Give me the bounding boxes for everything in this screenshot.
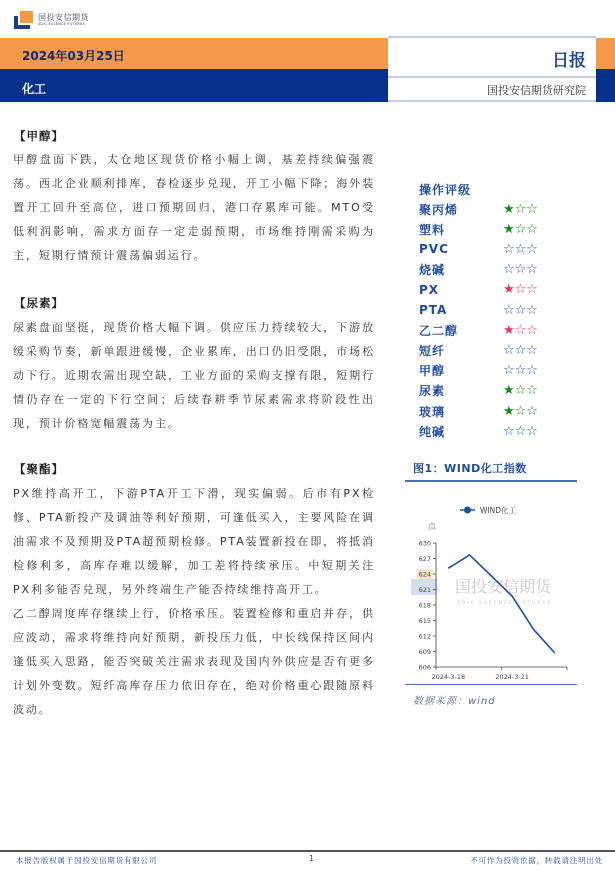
rating-label: 短纤: [419, 343, 446, 358]
section-title-urea: 【尿素】: [14, 296, 64, 310]
rating-row: [419, 340, 559, 360]
star-rating-icon: ★☆☆: [503, 201, 538, 217]
svg-text:624: 624: [418, 570, 431, 579]
report-title-box: [388, 36, 596, 110]
rating-row: [419, 239, 559, 259]
rating-label: 聚丙烯: [419, 202, 459, 217]
rating-label: 纯碱: [419, 424, 446, 439]
svg-text:609: 609: [418, 648, 431, 656]
rating-label: 尿素: [419, 384, 446, 399]
star-rating-icon: ☆☆☆: [503, 342, 538, 358]
section-body-methanol: 甲醇盘面下跌，太仓地区现货价格小幅上调，基差持续偏强震荡。西北企业顺利排库，春检逐步兑现，开工小幅下降；海外装置开工回升至高位，进口预期回归，港口存累库可能。MTO受低利润影响，需求方面存一定走弱预期，市场维持刚需采购为主，短期行情预计震荡偏弱运行。: [13, 153, 375, 262]
star-rating-icon: ☆☆☆: [503, 423, 538, 439]
svg-text:630: 630: [418, 539, 431, 548]
logo-text-cn: 国投安信期货: [38, 12, 89, 22]
rating-label: 乙二醇: [419, 323, 459, 338]
legend-marker-icon: [464, 507, 471, 514]
figure-title: 图1：WIND化工指数: [413, 462, 527, 475]
source-divider: [405, 684, 577, 685]
svg-text:2024-3-18: 2024-3-18: [431, 673, 466, 680]
rating-row: [419, 199, 559, 219]
star-rating-icon: ★☆☆: [503, 221, 538, 237]
logo-mark-icon: [14, 11, 34, 29]
star-rating-icon: ★☆☆: [503, 282, 538, 298]
data-source: 数据来源：wind: [413, 696, 496, 707]
rating-row: [419, 260, 559, 280]
section-body-urea: 尿素盘面坚挺，现货价格大幅下调。供应压力持续较大，下游放缓采购节奏，新单跟进缓慢，企业累库，出口仍旧受限，市场松动下行。近期农需出现空缺，工业方面的采购支撑有限，短期行情仍存在一定的下行空间；后续春耕季节尿素需求将阶段性出现，预计价格宽幅震荡为主。: [13, 321, 375, 430]
company-logo: [14, 9, 89, 31]
rating-label: PX: [419, 282, 440, 297]
rating-label: 塑料: [419, 222, 446, 237]
svg-text:606: 606: [418, 663, 431, 672]
star-rating-icon: ★☆☆: [503, 383, 538, 399]
section-title-polyester: 【聚酯】: [14, 462, 64, 476]
svg-text:2024-3-21: 2024-3-21: [495, 673, 530, 680]
footer-divider: [0, 850, 615, 852]
page-number: 1: [309, 854, 315, 863]
report-sector: 化工: [22, 82, 47, 96]
star-rating-icon: ★☆☆: [503, 322, 538, 338]
section-body-polyester-px-pta: PX维持高开工，下游PTA开工下滑，现实偏弱。后市有PX检修、PTA新投产及调油等利好预期，可逢低买入，主要风险在调油需求不及预期及PTA超预期检修。PTA装置新投在即，将抵消检修利多，高库存难以缓解，加工差将持续承压。中短期关注PX利多能否兑现，另外终端生产能否持续维持高开工。: [13, 487, 375, 596]
rating-row: [419, 361, 559, 381]
svg-text:621: 621: [418, 586, 431, 594]
star-rating-icon: ☆☆☆: [503, 262, 538, 278]
rating-label: PVC: [419, 242, 449, 257]
star-rating-icon: ☆☆☆: [503, 241, 538, 257]
footer-copyright: 本报告版权属于国投安信期货有限公司: [16, 856, 158, 865]
rating-label: PTA: [419, 303, 448, 317]
rating-label: 甲醇: [419, 364, 446, 379]
section-body-polyester-meg-psf: 乙二醇周度库存继续上行，价格承压。装置检修和重启并存，供应波动，需求将维持向好预期，新投压力低，中长线保持区间内逢低买入思路，能否突破关注需求表现及国内外供应是否有更多计划外变数。短纤高库存压力依旧存在，绝对价格重心跟随原料波动。: [13, 607, 375, 716]
footer-disclaimer: 不可作为投资依据，转载请注明出处: [470, 856, 603, 865]
wind-chemical-index-chart: [405, 485, 577, 680]
star-rating-icon: ☆☆☆: [503, 302, 538, 318]
rating-row: [419, 401, 559, 421]
legend-label: WIND化工: [480, 506, 517, 515]
svg-text:SDIC ESSENCE FUTURES: SDIC ESSENCE FUTURES: [457, 601, 553, 606]
watermark-text: 国投安信期货: [455, 577, 552, 596]
rating-row: [419, 300, 559, 320]
figure-title-divider: [405, 480, 577, 482]
section-title-methanol: 【甲醇】: [14, 129, 64, 143]
rating-row: [419, 219, 559, 239]
svg-text:612: 612: [418, 632, 431, 641]
logo-text-en: SDIC ESSENCE FUTURES: [38, 21, 85, 26]
svg-text:627: 627: [418, 555, 431, 563]
report-type: 日报: [552, 51, 586, 71]
institute-name: 国投安信期货研究院: [487, 84, 586, 97]
star-rating-icon: ★☆☆: [503, 403, 538, 419]
rating-row: [419, 381, 559, 401]
svg-text:618: 618: [418, 601, 431, 610]
y-axis-unit: 点: [428, 522, 436, 531]
rating-row: [419, 421, 559, 441]
star-rating-icon: ☆☆☆: [503, 363, 538, 379]
ratings-title: 操作评级: [419, 183, 472, 197]
rating-label: 玻璃: [419, 404, 446, 419]
rating-row: [419, 320, 559, 340]
report-date: 2024年03月25日: [22, 49, 125, 63]
rating-label: 烧碱: [419, 263, 446, 278]
rating-row: [419, 280, 559, 300]
svg-text:615: 615: [418, 617, 431, 625]
